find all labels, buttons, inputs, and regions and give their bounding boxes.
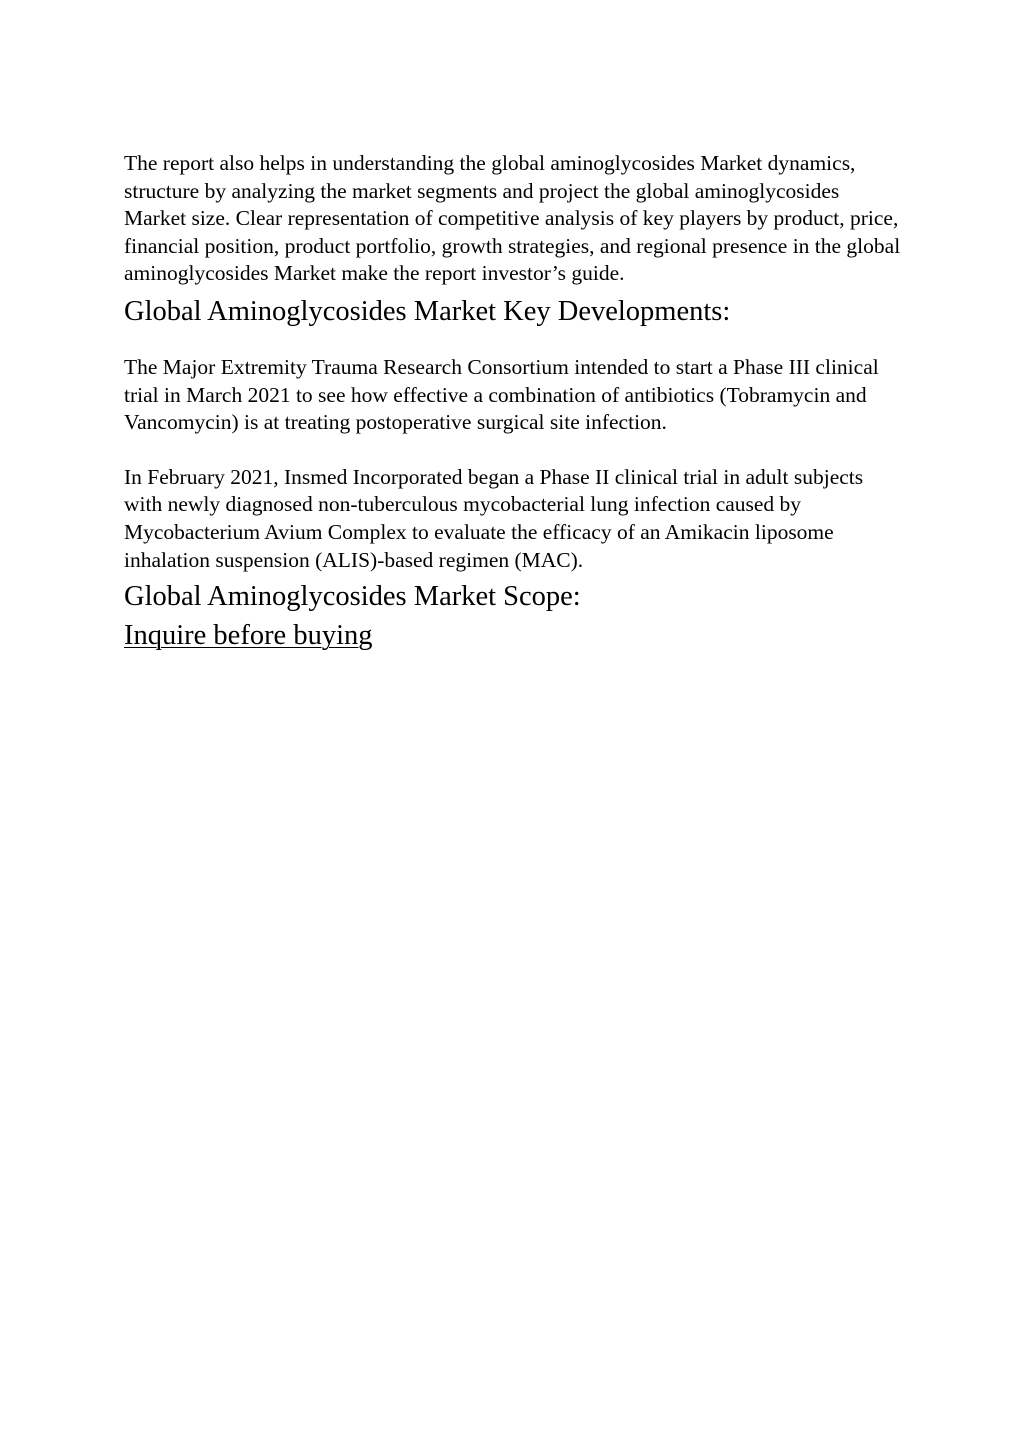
key-developments-heading: Global Aminoglycosides Market Key Developments:: [124, 295, 731, 327]
inquire-before-buying-link[interactable]: Inquire before buying: [124, 620, 373, 652]
market-scope-heading: Global Aminoglycosides Market Scope:: [124, 581, 581, 613]
document-page: [124, 150, 904, 654]
trauma-consortium-paragraph: The Major Extremity Trauma Research Consortium intended to start a Phase III clinical trial in March 2021 to see how effective a combination of antibiotics (Tobramycin and Vancomycin) is at treating postoperative surgical site infection.: [124, 354, 879, 435]
insmed-paragraph: In February 2021, Insmed Incorporated began a Phase II clinical trial in adult subjects with newly diagnosed non-tuberculous mycobacterial lung infection caused by Mycobacterium Avium Complex to evaluate the efficacy of an Amikacin liposome inhalation suspension (ALIS)-based regimen (MAC).: [124, 464, 864, 572]
intro-paragraph: The report also helps in understanding the global aminoglycosides Market dynamics, structure by analyzing the market segments and project the global aminoglycosides Market size. Clear representation of competitive analysis of key players by product, price, financial position, product portfolio, growth strategies, and regional presence in the global aminoglycosides Market make the report investor’s guide.: [124, 151, 901, 286]
